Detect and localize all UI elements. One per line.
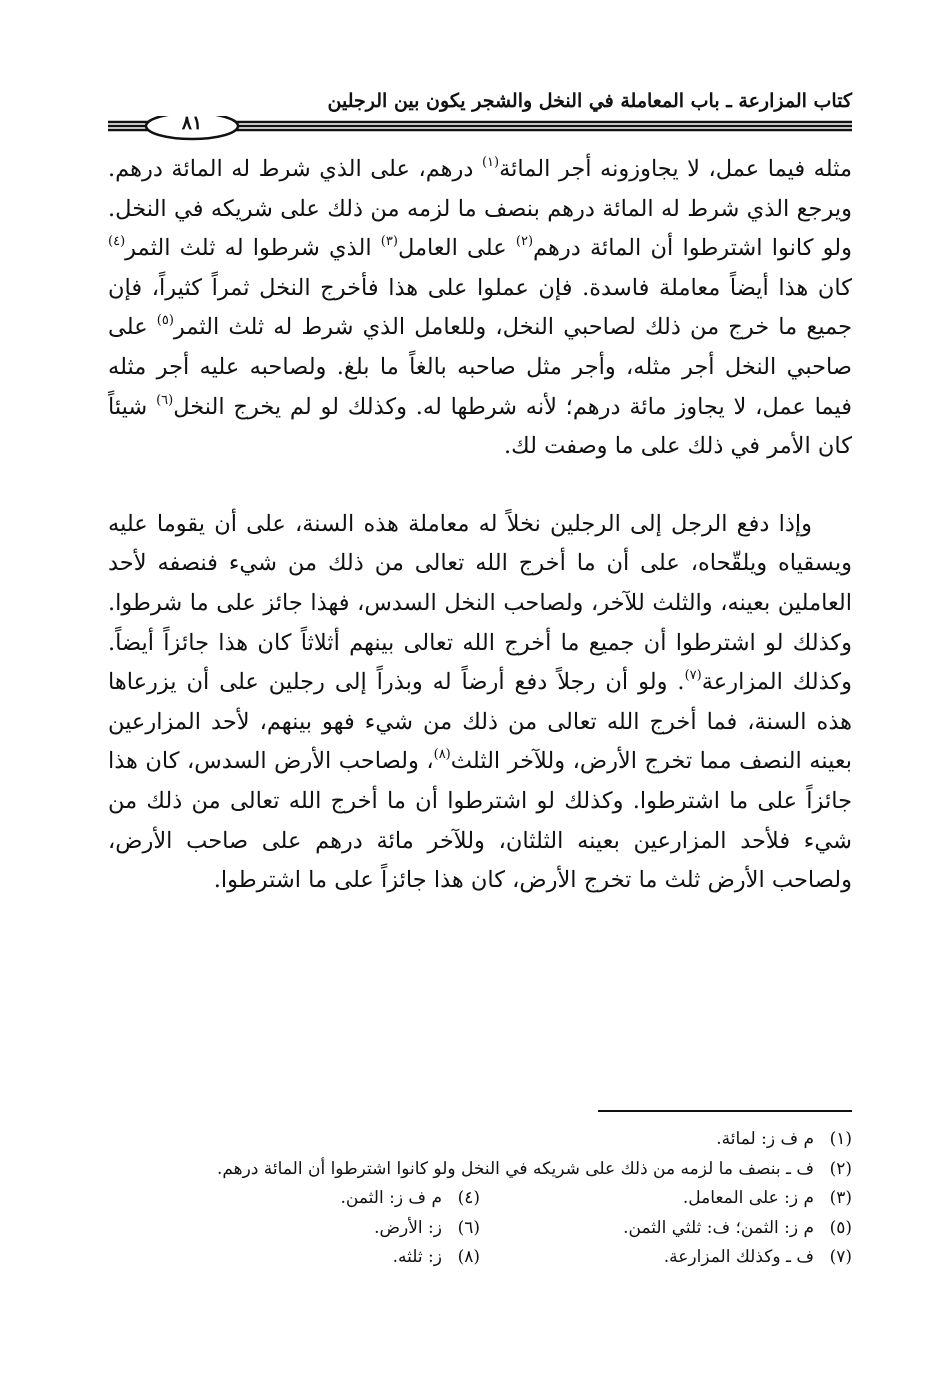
footnote-number: (٨) xyxy=(457,1247,480,1267)
paragraph-2 xyxy=(108,505,852,901)
footnote-text: م ز: الثمن؛ ف: ثلثي الثمن. xyxy=(623,1217,814,1238)
footnote-ref-1: (١) xyxy=(481,155,500,170)
text-run: كان هذا أيضاً معاملة فاسدة. فإن عملوا على هذا فأخرج النخل ثمراً كثيراً، فإن جميع ما خرج من ذلك لصاحبي النخل، وللعامل الذي شرط له ثلث الثمر xyxy=(108,274,852,341)
footnote-4 xyxy=(108,1184,480,1214)
text-run: شيئاً كان الأمر في ذلك على ما وصفت لك. xyxy=(108,393,852,460)
footnote-text: م ز: على المعامل. xyxy=(682,1188,814,1208)
text-run: الذي شرطوا له ثلث الثمر xyxy=(125,235,381,262)
text-run: . ولو أن رجلاً دفع أرضاً له وبذراً إلى رجلين على أن يزرعاها هذه السنة، فما أخرج الله تعالى من ذلك من شيء فهو بينهم، لأحد المزارعين بعينه النصف مما تخرج الأرض، وللآخر الثلث xyxy=(108,669,852,775)
footnote-ref-5: (٥) xyxy=(156,313,174,329)
text-run: مثله فيما عمل، لا يجاوزونه أجر المائة xyxy=(499,156,852,182)
footnote-3 xyxy=(480,1184,852,1214)
footnote-number: (٣) xyxy=(829,1188,852,1208)
footnote-6 xyxy=(108,1214,480,1244)
footnote-ref-4: (٤) xyxy=(108,234,126,250)
footnote-separator xyxy=(598,1110,852,1112)
footnote-text: ف ـ وكذلك المزارعة. xyxy=(663,1247,814,1267)
footnote-row xyxy=(108,1243,852,1273)
text-run: على العامل xyxy=(397,235,516,262)
footnote-text: ف ـ بنصف ما لزمه من ذلك على شريكه في النخل ولو كانوا اشترطوا أن المائة درهم. xyxy=(216,1158,814,1179)
text-run: ، ولصاحب الأرض السدس، كان هذا جائزاً على ما اشترطوا. وكذلك لو اشترطوا أن ما أخرج الله تعالى من ذلك من شيء فلأحد المزارعين بعينه الثلثان، وللآخر مائة درهم على صاحب الأرض، ولصاحب الأرض ثلث ما تخرج الأرض، كان هذا جائزاً على ما اشترطوا. xyxy=(108,748,852,894)
footnote-ref-2: (٢) xyxy=(515,234,534,250)
footnote-ref-7: (٧) xyxy=(684,668,702,684)
footnote-number: (٤) xyxy=(457,1188,480,1208)
footnote-ref-8: (٨) xyxy=(433,747,451,763)
footnote-7 xyxy=(480,1243,852,1273)
footnote-5 xyxy=(480,1214,852,1244)
footnote-number: (١) xyxy=(829,1129,852,1149)
footnote-row xyxy=(108,1214,852,1244)
footnote-1 xyxy=(108,1125,852,1155)
footnote-text: ز: ثلثه. xyxy=(392,1247,442,1267)
page-header xyxy=(108,84,852,144)
text-run: وإذا دفع الرجل إلى الرجلين نخلاً له معاملة هذه السنة، على أن يقوما عليه ويسقياه ويلقّحاه، على أن ما أخرج الله تعالى من ذلك من شيء فنصفه لأحد العاملين بعينه، والثلث للآخر، ولصاحب النخل السدس، فهذا جائز على ما شرطوا. وكذلك لو اشترطوا أن جميع ما أخرج الله تعالى بينهم أثلاثاً كان هذا جائزاً أيضاً. وكذلك المزارعة xyxy=(108,510,853,696)
footnotes xyxy=(108,1125,852,1273)
main-text xyxy=(108,150,852,901)
paragraph-1 xyxy=(108,150,852,467)
footnote-row xyxy=(108,1184,852,1214)
text-run: درهم، على الذي شرط له المائة درهم. ويرجع الذي شرط له المائة درهم بنصف ما لزمه من ذلك على شريكه في النخل. ولو كانوا اشترطوا أن المائة درهم xyxy=(108,156,852,262)
text-run: على صاحبي النخل أجر مثله، وأجر مثل صاحبه بالغاً ما بلغ. ولصاحبه عليه أجر مثله فيما عمل، لا يجاوز مائة درهم؛ لأنه شرطها له. وكذلك لو لم يخرج النخل xyxy=(108,314,852,420)
footnote-text: م ف ز: الثمن. xyxy=(340,1188,442,1208)
footnote-number: (٧) xyxy=(829,1247,852,1267)
footnote-number: (٥) xyxy=(829,1217,852,1238)
footnote-8 xyxy=(108,1243,480,1273)
footnote-text: ز: الأرض. xyxy=(374,1217,442,1238)
footnote-number: (٦) xyxy=(457,1217,480,1238)
footnote-ref-6: (٦) xyxy=(156,392,174,408)
running-title: كتاب المزارعة ـ باب المعاملة في النخل والشجر يكون بين الرجلين xyxy=(327,90,852,112)
page-number: ٨١ xyxy=(181,112,203,134)
footnote-ref-3: (٣) xyxy=(380,234,398,250)
footnote-number: (٢) xyxy=(829,1158,852,1179)
footnote-2 xyxy=(108,1155,852,1185)
footnote-text: م ف ز: لمائة. xyxy=(716,1129,814,1149)
